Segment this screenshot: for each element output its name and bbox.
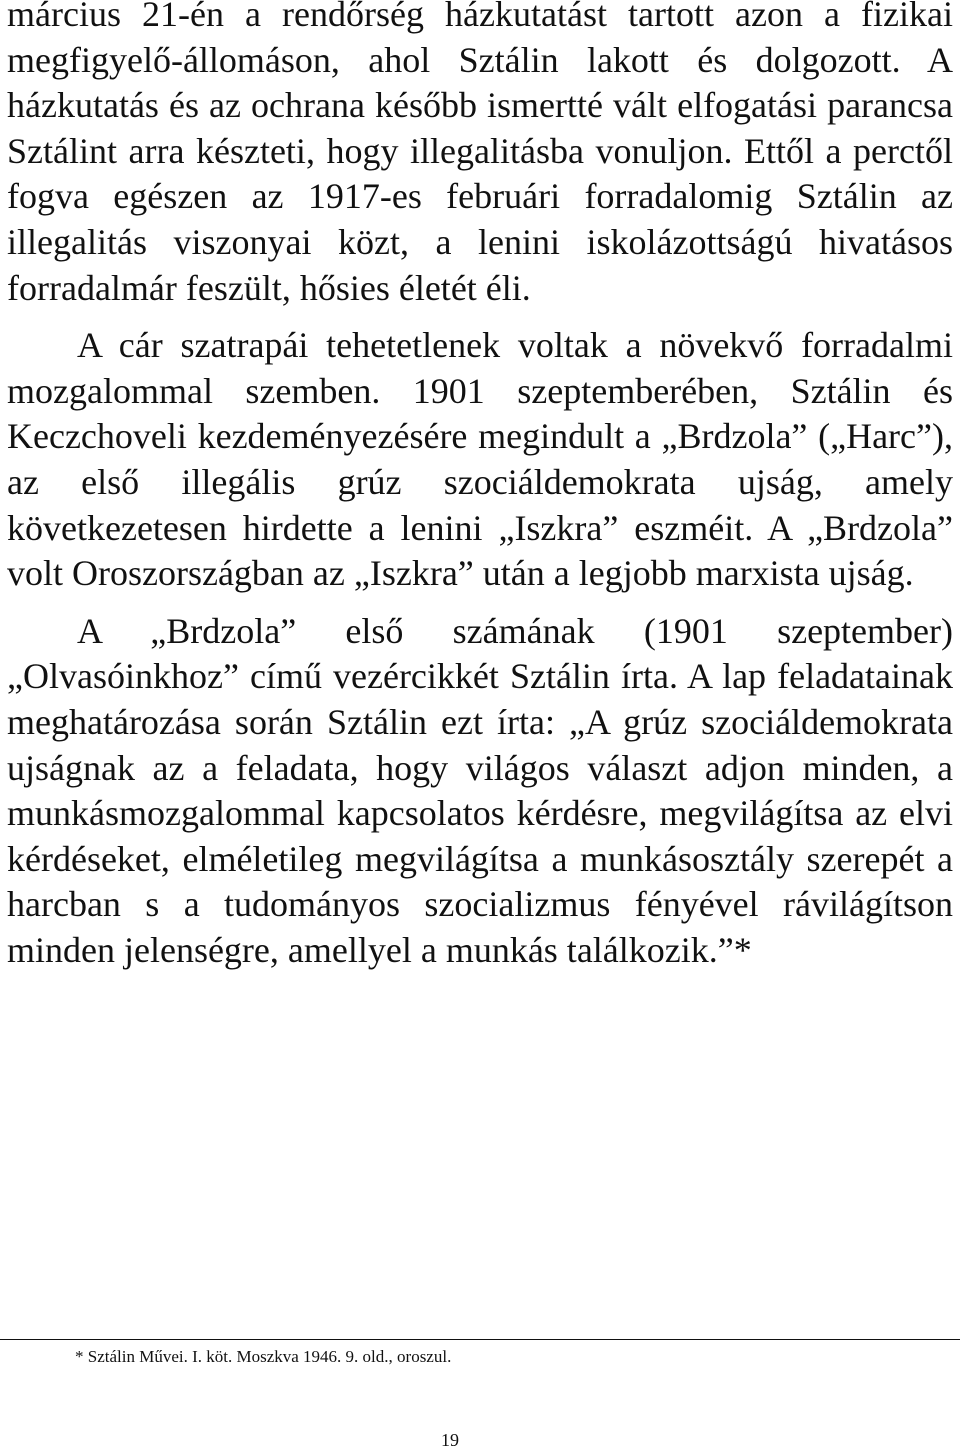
footnote: * Sztálin Művei. I. köt. Moszkva 1946. 9. old., oroszul. xyxy=(75,1347,452,1366)
paragraph: március 21-én a rendőrség házkutatást tartott azon a fizikai megfigyelő-állomáson, ahol Sztálin lakott és dolgozott. A házkutatás és az ochrana később ismertté vált elfogatási parancsa Sztálint arra készteti, hogy illegalitásba vonuljon. Ettől a perctől fogva egészen az 1917-es februári forradalomig Sztálin az illegalitás viszonyai közt, a lenini iskolázottságú hivatásos forradalmár feszült, hősies életét éli. xyxy=(7,0,953,308)
page-number: 19 xyxy=(441,1430,459,1450)
body-text xyxy=(7,0,953,973)
paragraph: A „Brdzola” első számának (1901 szeptember) „Olvasóinkhoz” című vezércikkét Sztálin írta. A lap feladatainak meghatározása során Sztálin ezt írta: „A grúz szociáldemokrata ujságnak az a feladata, hogy világos választ adjon minden, a munkásmozgalommal kapcsolatos kérdésre, megvilágítsa az elvi kérdéseket, elméletileg megvilágítsa a munkásosztály szerepét a harcban s a tudományos szocializmus fényével rávilágítson minden jelenségre, amellyel a munkás találkozik.”* xyxy=(7,610,953,970)
footnote-divider xyxy=(0,1339,960,1340)
paragraph: A cár szatrapái tehetetlenek voltak a növekvő forradalmi mozgalommal szemben. 1901 szeptemberében, Sztálin és Keczchoveli kezdeményezésére megindult a „Brdzola” („Harc”), az első illegális grúz szociáldemokrata ujság, amely következetesen hirdette a lenini „Iszkra” eszméit. A „Brdzola” volt Oroszországban az „Iszkra” után a legjobb marxista ujság. xyxy=(7,325,953,594)
